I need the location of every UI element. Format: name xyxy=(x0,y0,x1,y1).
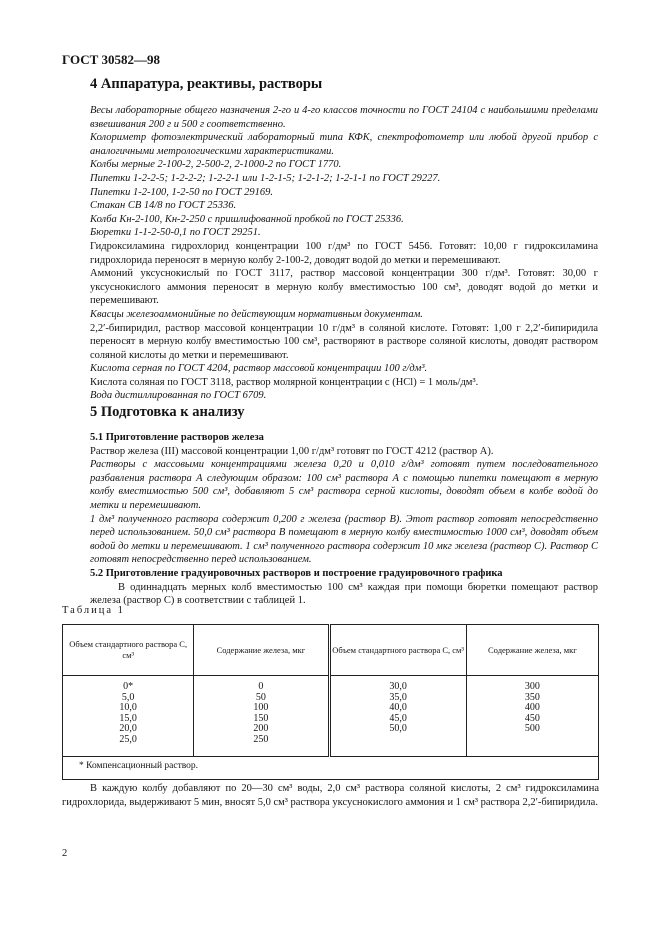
table-header-row xyxy=(63,625,599,676)
table-cell: 25,0 xyxy=(119,733,137,745)
table-cell: 200 xyxy=(253,723,269,735)
subsection-5-2-title: 5.2 Приготовление градуировочных растворов и построение градуировочного графика xyxy=(90,567,503,579)
table-header: Содержание железа, мкг xyxy=(466,625,598,676)
table-cell: 250 xyxy=(253,733,269,745)
paragraph: Растворы с массовыми концентрациями железа 0,20 и 0,010 г/дм³ готовят путем последовательного разбавления раствора А следующим образом: 100 см³ раствора А с помощью пипетки помещают в мерную колбу вместимостью 500 см³, добавляют 5 см³ раствора серной кислоты, доводят объем в колбе водой до метки и перемешивают. xyxy=(90,459,598,511)
table-cell: 450 xyxy=(524,712,540,724)
table-cell: 0* xyxy=(123,681,134,692)
table-caption: Таблица 1 xyxy=(62,605,125,616)
table-column-iron-1 xyxy=(194,676,329,757)
after-table-paragraph: В каждую колбу добавляют по 20—30 см³ воды, 2,0 см³ раствора соляной кислоты, 2 см³ гидроксиламина гидрохлорида, выдерживают 5 мин, вносят 5,0 см³ раствора уксуснокислого аммония и 1 см³ раствора 2,2′-бипиридила. xyxy=(62,783,599,808)
paragraph: Стакан СВ 14/8 по ГОСТ 25336. xyxy=(90,200,237,212)
table-body-row xyxy=(63,676,599,757)
table-cell: 15,0 xyxy=(119,712,137,724)
paragraph: Бюретки 1-1-2-50-0,1 по ГОСТ 29251. xyxy=(90,227,261,239)
paragraph: Пипетки 1-2-100, 1-2-50 по ГОСТ 29169. xyxy=(90,186,273,198)
paragraph: 2,2′-бипиридил, раствор массовой концентрации 10 г/дм³ в соляной кислоте. Готовят: 1,00 г 2,2′-бипиридила переносят в мерную колбу вместимостью 100 см³, растворяют в растворе соляной кислоты, доводят раствором соляной кислоты до метки и перемешивают. xyxy=(90,322,598,361)
paragraph: Квасцы железоаммонийные по действующим нормативным документам. xyxy=(90,308,423,320)
table-cell: 500 xyxy=(524,723,540,735)
table-footnote: * Компенсационный раствор. xyxy=(63,756,599,780)
table-cell: 20,0 xyxy=(119,723,137,735)
table-cell: 300 xyxy=(524,681,540,692)
paragraph: Кислота серная по ГОСТ 4204, раствор массовой концентрации 100 г/дм³. xyxy=(90,363,428,375)
table-column-iron-2 xyxy=(466,676,598,757)
table-header: Объем стандартного раствора С, см³ xyxy=(329,625,466,676)
section-4-title: 4 Аппаратура, реактивы, растворы xyxy=(90,76,323,92)
paragraph: Колба Кн-2-100, Кн-2-250 с пришлифованной пробкой по ГОСТ 25336. xyxy=(90,213,404,225)
paragraph: Колориметр фотоэлектрический лабораторный типа КФК, спектрофотометр или любой другой прибор с аналогичными метрологическими характеристиками. xyxy=(90,132,598,157)
paragraph: 1 дм³ полученного раствора содержит 0,200 г железа (раствор В). Этот раствор готовят непосредственно перед использованием. 50,0 см³ раствора В помещают в мерную колбу вместимостью 1000 см³, доводят объем водой до метки и перемешивают. 1 см³ полученного раствора содержит 10 мкг железа (раствор С). Раствор С готовят непосредственно перед использованием. xyxy=(90,513,598,566)
table-1 xyxy=(62,624,599,780)
table-cell: 10,0 xyxy=(119,702,137,714)
table-cell: 350 xyxy=(524,691,540,703)
subsection-5-1-title: 5.1 Приготовление растворов железа xyxy=(90,432,264,443)
table-cell: 0 xyxy=(258,681,264,692)
paragraph: Раствор железа (III) массовой концентрации 1,00 г/дм³ готовят по ГОСТ 4212 (раствор А). xyxy=(90,445,494,457)
paragraph: Весы лабораторные общего назначения 2-го и 4-го классов точности по ГОСТ 24104 с наибольшими пределами взвешивания 200 г и 500 г соответственно. xyxy=(90,105,598,130)
subsection-5-1-body xyxy=(90,445,598,567)
table-cell: 5,0 xyxy=(121,691,135,703)
paragraph: Вода дистиллированная по ГОСТ 6709. xyxy=(90,390,267,402)
page-number: 2 xyxy=(62,848,68,859)
table-cell: 50 xyxy=(255,691,266,703)
table-column-volume-1 xyxy=(63,676,194,757)
table-cell: 45,0 xyxy=(389,712,407,724)
table-cell: 150 xyxy=(253,712,269,724)
table-cell: 40,0 xyxy=(389,702,407,714)
section-4-body xyxy=(90,104,598,403)
table-header: Содержание железа, мкг xyxy=(194,625,329,676)
section-5-title: 5 Подготовка к анализу xyxy=(90,404,245,420)
section-5-body xyxy=(90,431,598,608)
table-cell: 400 xyxy=(524,702,540,714)
subsection-5-2-text: В одиннадцать мерных колб вместимостью 100 см³ каждая при помощи бюретки помещают раствор железа (раствор С) в соответствии с таблицей 1. xyxy=(90,581,598,607)
paragraph: Колбы мерные 2-100-2, 2-500-2, 2-1000-2 по ГОСТ 1770. xyxy=(90,159,342,171)
table-footnote-row xyxy=(63,756,599,780)
table-cell: 50,0 xyxy=(389,723,407,735)
table-column-volume-2 xyxy=(329,676,466,757)
doc-header: ГОСТ 30582—98 xyxy=(62,52,161,67)
paragraph: Пипетки 1-2-2-5; 1-2-2-2; 1-2-2-1 или 1-2-1-5; 1-2-1-2; 1-2-1-1 по ГОСТ 29227. xyxy=(90,172,441,184)
paragraph: Аммоний уксуснокислый по ГОСТ 3117, раствор массовой концентрации 300 г/дм³. Готовят: 30,00 г уксуснокислого аммония переносят в мерную колбу вместимостью 100 см³, доводят водой до метки и перемешивают. xyxy=(90,268,598,307)
paragraph: Гидроксиламина гидрохлорид концентрации 100 г/дм³ по ГОСТ 5456. Готовят: 10,00 г гидроксиламина гидрохлорида переносят в мерную колбу 2-100-2, доводят водой до метки и перемешивают. xyxy=(90,240,598,266)
table-header: Объем стандартного раствора С, см³ xyxy=(63,625,194,676)
table-cell: 100 xyxy=(253,702,269,714)
table-cell: 30,0 xyxy=(389,681,407,692)
table-cell: 35,0 xyxy=(389,691,407,703)
paragraph: Кислота соляная по ГОСТ 3118, раствор молярной концентрации с (HCl) = 1 моль/дм³. xyxy=(90,376,479,388)
